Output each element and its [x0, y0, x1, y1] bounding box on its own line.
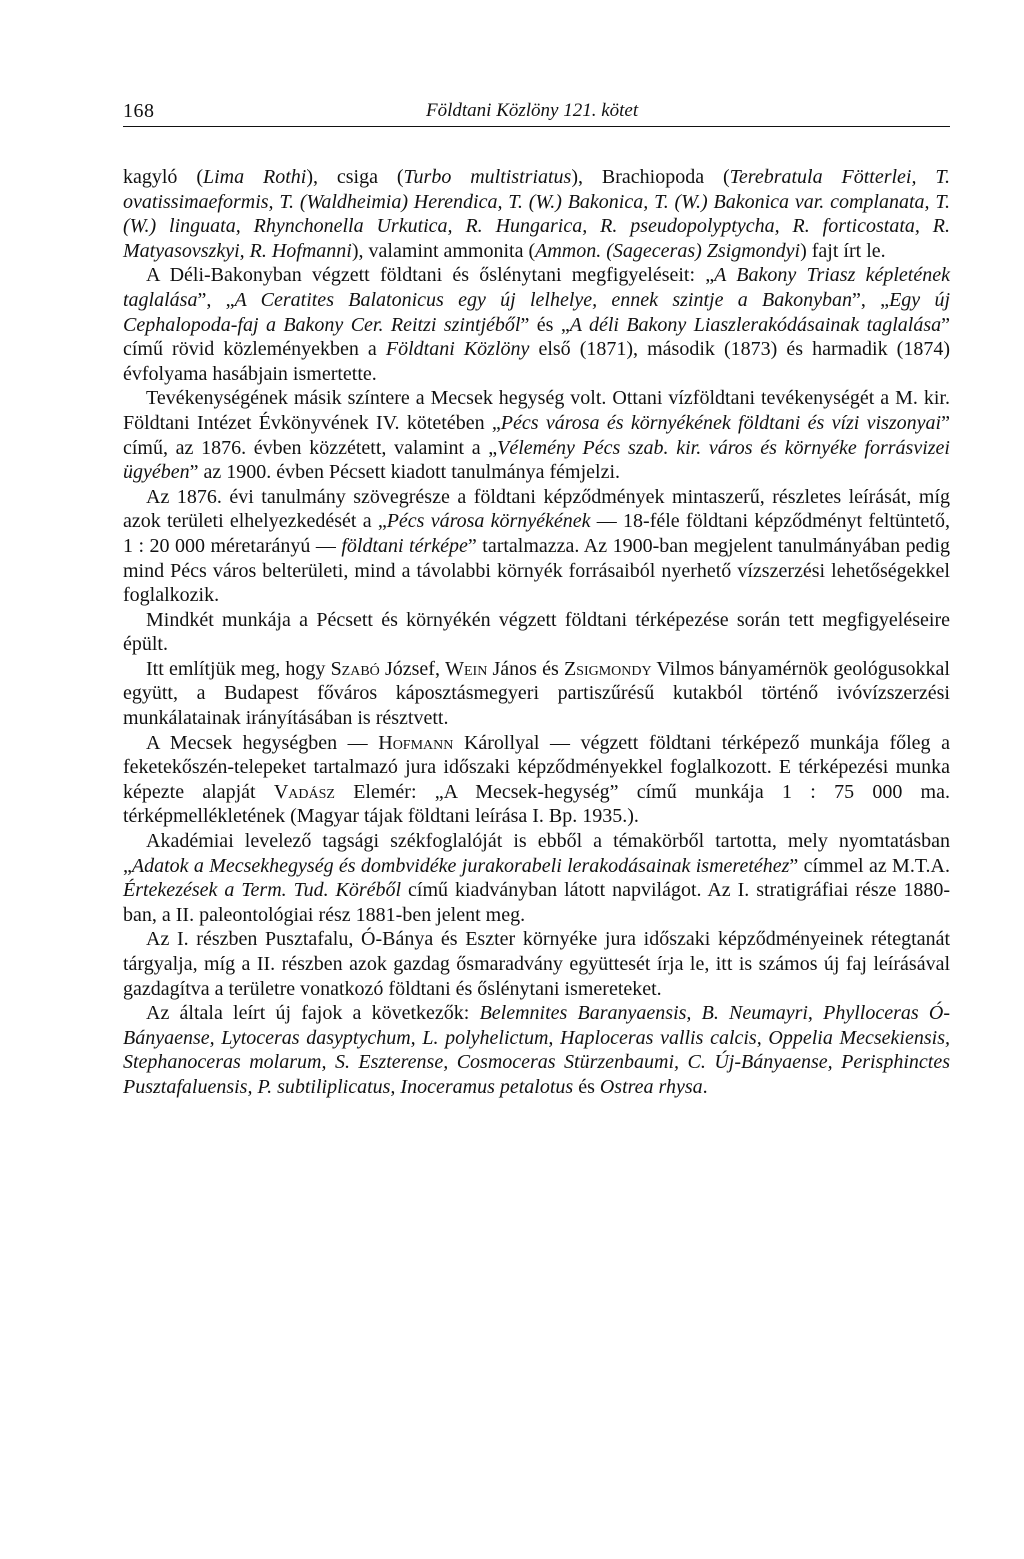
page-header: [123, 96, 950, 127]
text-run: ), csiga (: [306, 166, 404, 188]
author-name: Wein: [445, 657, 488, 680]
italic-run: Belemnites Baranyaensis, B. Neumayri, Phylloceras Ó-Bányaense, Lytoceras dasyptychum, L. polyhelictum, Haploceras vallis calcis, Oppelia Mecsekiensis, Stephanoceras molarum, S. Eszterense, Cosmoceras Stürzenbaumi, C. Új-Bányaense, Perisphinctes Pusztafaluensis, P. subtiliplicatus, Inoceramus petalotus: [123, 1002, 950, 1098]
paragraph-1876-study: [123, 485, 950, 608]
italic-run: Lima Rothi: [202, 166, 307, 188]
text-run: Károllyal — végzett földtani térképező munkája főleg a feketekőszén-telepeket tartalmazó jura időszaki képződményekkel foglalkozott. E térképezési munka képezte alapját: [123, 731, 950, 803]
italic-run: Pécs városa környékének: [386, 510, 591, 533]
text-run: Az általa leírt új fajok a következők:: [146, 1002, 480, 1025]
italic-run: A déli Bakony Liaszlerakódásainak taglalása: [569, 313, 942, 336]
text-run: ”, „: [197, 288, 235, 311]
text-run: Az 1876. évi tanulmány szövegrésze a földtani képződmények mintaszerű, részletes leírását, míg azok területi elhelyezkedését a „: [123, 485, 950, 533]
text-run: ”, „: [852, 288, 890, 311]
text-run: János és: [487, 657, 564, 680]
italic-run: Egy új Cephalopoda-faj a Bakony Cer. Reitzi szintjéből: [123, 288, 950, 336]
page-number: 168: [123, 100, 155, 122]
text-run: — 18-féle földtani képződményt feltüntető, 1 : 20 000 méretarányú —: [123, 510, 950, 557]
italic-run: földtani térképe: [341, 534, 468, 557]
text-run: ” az 1900. évben Pécsett kiadott tanulmánya fémjelzi.: [189, 461, 621, 484]
italic-run: A Ceratites Balatonicus egy új lelhelye, ennek szintje a Bakonyban: [234, 288, 853, 311]
text-run: ” és „: [520, 313, 570, 336]
italic-run: A Bakony Triasz képletének taglalása: [123, 264, 950, 311]
italic-run: Értekezések a Term. Tud. Köréből: [123, 879, 402, 902]
text-run: Akadémiai levelező tagsági székfoglalóját is ebből a témakörből tartotta, mely nyomtatásban „: [123, 830, 950, 877]
paragraph-part-one: [123, 927, 950, 1001]
text-run: Elemér: „A Mecsek-hegység” című munkája 1 : 75 000 ma. térképmellékletének (Magyar tájak földtani leírása I. Bp. 1935.).: [123, 780, 950, 828]
text-run: ), Brachiopoda (: [571, 166, 730, 188]
text-run: ” címmel az M.T.A.: [789, 854, 951, 877]
author-name: Zsigmondy: [563, 657, 652, 680]
text-run: A Déli-Bakonyban végzett földtani és őslénytani megfigyeléseit: „: [146, 264, 715, 287]
italic-run: Földtani Közlöny: [385, 338, 530, 361]
italic-run: Adatok a Mecsekhegység és dombvidéke jurakorabeli lerakodásainak ismeretéhez: [131, 854, 790, 877]
text-run: Itt említjük meg, hogy: [146, 657, 331, 680]
italic-run: Pécs városa és környékének földtani és vízi viszonyai: [500, 411, 942, 434]
author-name: Szabó: [330, 657, 380, 680]
text-run: ) fajt írt le.: [800, 239, 886, 262]
paragraph-water-works: [123, 657, 950, 731]
running-title: Földtani Közlöny 121. kötet: [426, 100, 639, 121]
author-name: Vadász: [273, 780, 335, 803]
text-run: .: [702, 1075, 708, 1098]
text-run: ” című rövid közleményekben a: [123, 313, 950, 361]
paragraph-mecsek-activity: [123, 386, 950, 484]
text-run: ), valamint ammonita (: [351, 239, 536, 262]
text-run: Az I. részben Pusztafalu, Ó-Bánya és Eszter környéke jura időszaki képződményeinek rétegtanát tárgyalja, míg a II. részben azok gazdag ősmaradvány együttesét írja le, itt is számos új faj leírásával gazdagítva a területre vonatkozó földtani és őslénytani ismereteket.: [123, 928, 950, 1000]
paragraph-academy-lecture: [123, 829, 950, 927]
italic-run: Turbo multistriatus: [403, 166, 572, 188]
body-text: [123, 165, 950, 1100]
paragraph-fossil-list: [123, 165, 950, 263]
italic-run: Ostrea rhysa: [599, 1075, 703, 1098]
italic-run: Ammon. (Sageceras) Zsigmondyi: [535, 239, 801, 262]
paragraph-mapping-basis: [123, 608, 950, 657]
text-run: című kiadványban látott napvilágot. Az I. stratigráfiai része 1880-ban, a II. paleontológiai rész 1881-ben jelent meg.: [123, 879, 950, 926]
paragraph-bakony-publications: [123, 263, 950, 386]
paragraph-mecsek-mapping: [123, 731, 950, 829]
text-run: kagyló (: [123, 166, 203, 188]
text-run: József,: [379, 657, 446, 680]
text-run: és: [573, 1075, 600, 1098]
text-run: ” tartalmazza. Az 1900-ban megjelent tanulmányában pedig mind Pécs város belterületi, mind a távolabbi környék forrásaiból nyerhető vízszerzési lehetőségekkel foglalkozik.: [123, 534, 951, 607]
text-run: Tevékenységének másik színtere a Mecsek hegység volt. Ottani vízföldtani tevékenységét a M. kir. Földtani Intézet Évkönyvének IV. kötetében „: [123, 387, 950, 434]
italic-run: Vélemény Pécs szab. kir. város és környéke forrásvizei ügyében: [123, 436, 950, 484]
text-run: A Mecsek hegységben —: [146, 731, 379, 754]
text-run: ” című, az 1876. évben közzétett, valamint a „: [123, 411, 950, 459]
italic-run: Terebratula Fötterlei, T. ovatissimaeformis, T. (Waldheimia) Herendica, T. (W.) Bakonica, T. (W.) Bakonica var. complanata, T. (W.) linguata, Rhynchonella Urkutica, R. Hungarica, R. pseudopolyptycha, R. forticostata, R. Matyasovszkyi, R. Hofmanni: [123, 166, 950, 262]
text-run: Vilmos bányamérnök geológusokkal együtt, a Budapest főváros káposztásmegyeri partiszűrésű kutakból történő ivóvízszerzési munkálatainak irányításában is résztvett.: [123, 657, 950, 730]
paragraph-new-species: [123, 1001, 950, 1099]
author-name: Hofmann: [378, 731, 454, 754]
text-run: első (1871), második (1873) és harmadik (1874) évfolyama hasábjain ismertette.: [123, 338, 950, 385]
text-run: Mindkét munkája a Pécsett és környékén végzett földtani térképezése során tett megfigyeléseire épült.: [123, 608, 950, 656]
